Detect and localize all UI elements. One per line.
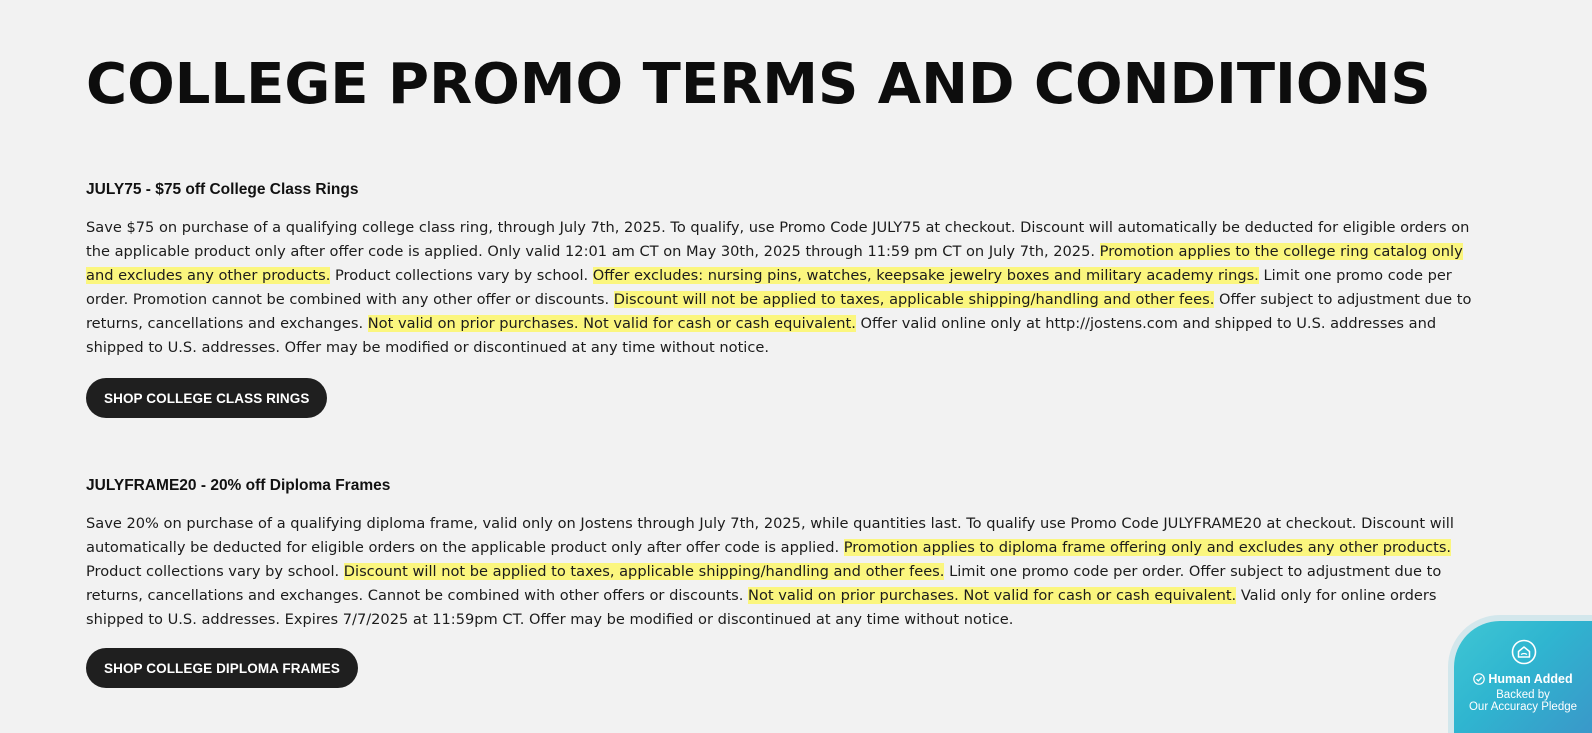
term-text: Limit one promo code per order. Offer subject to adjustment due to returns, cancellations and exchanges. Cannot be combined with other offers or discounts. xyxy=(86,563,1442,604)
promo-terms-text xyxy=(86,216,1486,360)
term-text: Limit one promo code per order. Promotion cannot be combined with any other offer or discounts. xyxy=(86,267,1452,308)
term-text: Offer valid online only at http://jostens.com and shipped to U.S. addresses and shipped to U.S. addresses. Offer may be modified or discontinued at any time without notice. xyxy=(86,315,1437,356)
term-text: Save $75 on purchase of a qualifying college class ring, through July 7th, 2025. To qualify, use Promo Code JULY75 at checkout. Discount will automatically be deducted for eligible orders on the applicable product only after offer code is applied. Only valid 12:01 am CT on May 30th, 2025 through 11:59 pm CT on July 7th, 2025. xyxy=(86,219,1470,260)
highlighted-term: Not valid on prior purchases. Not valid for cash or cash equivalent. xyxy=(748,587,1237,604)
promo-section-july75 xyxy=(86,178,1486,406)
badge-title-text: Human Added xyxy=(1488,672,1573,686)
term-text: Valid only for online orders shipped to U.S. addresses. Expires 7/7/2025 at 11:59pm CT. Offer may be modified or discontinued at any time without notice. xyxy=(86,587,1437,628)
promo-heading: JULY75 - $75 off College Class Rings xyxy=(86,181,359,198)
highlighted-term: Discount will not be applied to taxes, applicable shipping/handling and other fees. xyxy=(613,291,1215,308)
highlighted-term: Promotion applies to the college ring catalog only and excludes any other products. xyxy=(86,243,1463,284)
shop-college-diploma-frames-button[interactable]: SHOP COLLEGE DIPLOMA FRAMES xyxy=(86,648,358,688)
house-circle-icon xyxy=(1511,639,1537,665)
badge-title xyxy=(1454,671,1592,687)
term-text: Product collections vary by school. xyxy=(330,267,593,284)
promo-heading: JULYFRAME20 - 20% off Diploma Frames xyxy=(86,477,391,494)
highlighted-term: Discount will not be applied to taxes, applicable shipping/handling and other fees. xyxy=(343,563,945,580)
term-text: Save 20% on purchase of a qualifying diploma frame, valid only on Jostens through July 7th, 2025, while quantities last. To qualify use Promo Code JULYFRAME20 at checkout. Discount will automatically be deducted for eligible orders on the applicable product only after offer code is applied. xyxy=(86,515,1454,556)
badge-subtitle-line-1: Backed by xyxy=(1496,689,1550,701)
term-text: Offer subject to adjustment due to returns, cancellations and exchanges. xyxy=(86,291,1472,332)
badge-subtitle xyxy=(1454,689,1592,713)
highlighted-term: Promotion applies to diploma frame offering only and excludes any other products. xyxy=(843,539,1452,556)
badge-subtitle-line-2: Our Accuracy Pledge xyxy=(1468,701,1578,713)
check-circle-icon xyxy=(1473,673,1485,685)
term-text: Product collections vary by school. xyxy=(86,563,344,580)
highlighted-term: Not valid on prior purchases. Not valid for cash or cash equivalent. xyxy=(367,315,856,332)
page-title: COLLEGE PROMO TERMS AND CONDITIONS xyxy=(86,52,1431,117)
accuracy-pledge-badge[interactable] xyxy=(1454,621,1592,733)
promo-section-julyframe20 xyxy=(86,474,1486,676)
highlighted-term: Offer excludes: nursing pins, watches, keepsake jewelry boxes and military academy rings. xyxy=(592,267,1259,284)
promo-terms-text xyxy=(86,512,1486,632)
shop-college-class-rings-button[interactable]: SHOP COLLEGE CLASS RINGS xyxy=(86,378,327,418)
